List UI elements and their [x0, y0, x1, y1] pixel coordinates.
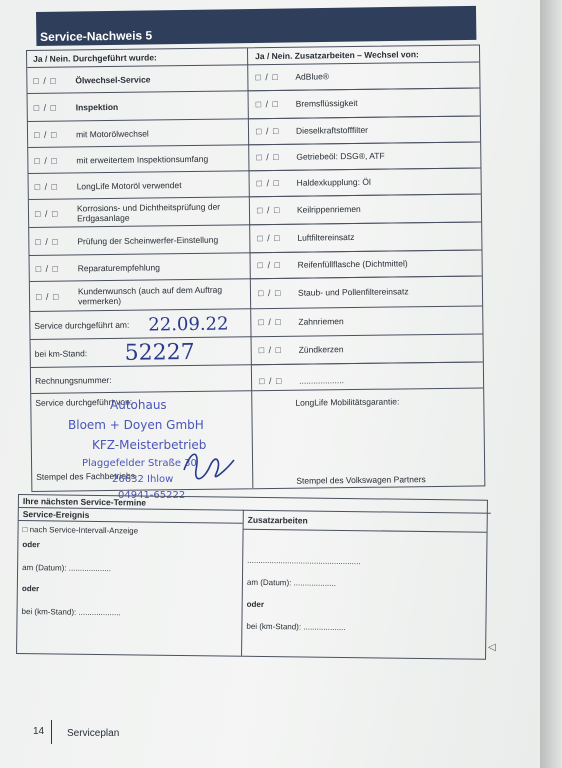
interval-option: □ nach Service-Intervall-Anzeige [22, 525, 139, 536]
yes-no-checkbox[interactable]: □ / □ [256, 151, 280, 163]
yes-no-checkbox[interactable]: □ / □ [33, 75, 57, 86]
yes-no-checkbox[interactable]: □ / □ [258, 344, 283, 356]
next-right-date: am (Datum): ................... [246, 577, 336, 588]
next-right-dots: ................................................... [247, 555, 361, 567]
service-date-row [30, 308, 250, 340]
right-item-label: Bremsflüssigkeit [295, 97, 358, 109]
row-separator [251, 333, 483, 337]
service-date-label: Service durchgeführt am: [34, 319, 130, 331]
yes-no-checkbox[interactable]: □ / □ [35, 291, 60, 302]
left-column-header: Ja / Nein. Durchgeführt wurde: [33, 52, 157, 64]
vw-stamp-label: Stempel des Volkswagen Partners [296, 474, 426, 486]
stamp-line-4: Plaggefelder Straße 30 [82, 458, 197, 469]
stamp-line-6: 04941-65222 [118, 490, 186, 501]
right-item-label: ................... [298, 375, 344, 386]
left-item-label: Ölwechsel-Service [75, 74, 151, 86]
yes-no-checkbox[interactable]: □ / □ [34, 155, 58, 166]
next-left-date: am (Datum): ................... [22, 563, 112, 574]
stamp-label: Stempel des Fachbetriebs [36, 470, 136, 482]
invoice-number-label: Rechnungsnummer: [34, 374, 112, 386]
km-reading-label: bei km-Stand: [34, 348, 88, 359]
triangle-marker-icon: ◁ [488, 642, 496, 653]
stamp-line-3: KFZ-Meisterbetrieb [92, 438, 207, 452]
yes-no-checkbox[interactable]: □ / □ [258, 316, 282, 328]
footer-divider [51, 720, 52, 744]
right-column-header: Ja / Nein. Zusatzarbeiten – Wechsel von: [255, 49, 419, 62]
stamp-line-5: 26632 Ihlow [112, 474, 174, 485]
yes-no-checkbox[interactable]: □ / □ [35, 236, 59, 247]
right-item-label: Zündkerzen [298, 344, 344, 355]
right-item-label: Getriebeöl: DSG®, ATF [296, 150, 385, 162]
left-item-label: mit Motorölwechsel [75, 128, 149, 140]
yes-no-checkbox[interactable]: □ / □ [259, 375, 283, 387]
next-left-km: bei (km-Stand): ................... [21, 607, 121, 618]
yes-no-checkbox[interactable]: □ / □ [255, 98, 280, 110]
service-by-label: Service durchgeführt von: [35, 396, 133, 408]
km-reading-row [31, 336, 251, 368]
left-item-label: Korrosions- und Dichtheitsprüfung der Erdgasanlage [76, 201, 221, 224]
next-divider [241, 510, 244, 656]
yes-no-checkbox[interactable]: □ / □ [256, 177, 281, 189]
yes-no-checkbox[interactable]: □ / □ [35, 263, 60, 274]
signature [176, 440, 240, 490]
page-edge [540, 0, 562, 768]
next-right-oder: oder [246, 599, 265, 610]
left-item-label: LongLife Motoröl verwendet [76, 180, 182, 192]
yes-no-checkbox[interactable]: □ / □ [255, 71, 279, 83]
right-item-label: AdBlue® [295, 71, 330, 82]
right-item-label: Reifenfüllflasche (Dichtmittel) [297, 258, 408, 270]
right-item-label: Staub- und Pollenfiltereinsatz [297, 286, 409, 298]
next-left-oder-2: oder [21, 584, 40, 594]
page-title: Service-Nachweis 5 [40, 28, 153, 44]
left-item-label: Prüfung der Scheinwerfer-Einstellung [77, 234, 219, 247]
invoice-number-row [31, 364, 251, 394]
page-number: 14 [33, 726, 45, 737]
footer-label: Serviceplan [67, 728, 120, 739]
yes-no-checkbox[interactable]: □ / □ [33, 129, 58, 140]
next-service-title: Ihre nächsten Service-Termine [19, 495, 491, 514]
yes-no-checkbox[interactable]: □ / □ [257, 232, 281, 244]
right-item-label: Luftfiltereinsatz [297, 232, 355, 243]
yes-no-checkbox[interactable]: □ / □ [257, 259, 282, 271]
left-item-label: Kundenwunsch (auch auf dem Auftrag vermerken) [77, 284, 223, 307]
yes-no-checkbox[interactable]: □ / □ [257, 287, 282, 299]
right-item-label: Haldexkupplung: Öl [296, 176, 371, 188]
next-right-km: bei (km-Stand): ................... [246, 621, 346, 633]
yes-no-checkbox[interactable]: □ / □ [33, 102, 58, 113]
next-right-header: Zusatzarbeiten [244, 510, 487, 533]
yes-no-checkbox[interactable]: □ / □ [255, 125, 280, 137]
left-item-label: mit erweitertem Inspektionsumfang [76, 153, 209, 166]
service-date-value[interactable]: 22.09.22 [148, 313, 229, 336]
right-item-label: Zahnriemen [298, 316, 344, 327]
row-separator [251, 361, 483, 365]
yes-no-checkbox[interactable]: □ / □ [34, 208, 59, 219]
longlife-label: LongLife Mobilitätsgarantie: [295, 396, 400, 408]
next-service-box [16, 494, 488, 660]
left-item-label: Inspektion [75, 101, 119, 113]
right-item-label: Keilrippenriemen [296, 203, 361, 215]
yes-no-checkbox[interactable]: □ / □ [256, 204, 281, 216]
next-left-oder-1: oder [22, 540, 40, 550]
right-item-label: Dieselkraftstofffilter [295, 124, 369, 136]
next-left-header: Service-Ereignis [19, 507, 243, 524]
stamp-line-2: Bloem + Doyen GmbH [68, 418, 204, 432]
km-reading-value[interactable]: 52227 [124, 339, 195, 366]
stamp-line-1: Autohaus [110, 398, 167, 412]
yes-no-checkbox[interactable]: □ / □ [34, 181, 59, 192]
row-separator [251, 387, 483, 391]
left-item-label: Reparaturempfehlung [77, 262, 160, 274]
